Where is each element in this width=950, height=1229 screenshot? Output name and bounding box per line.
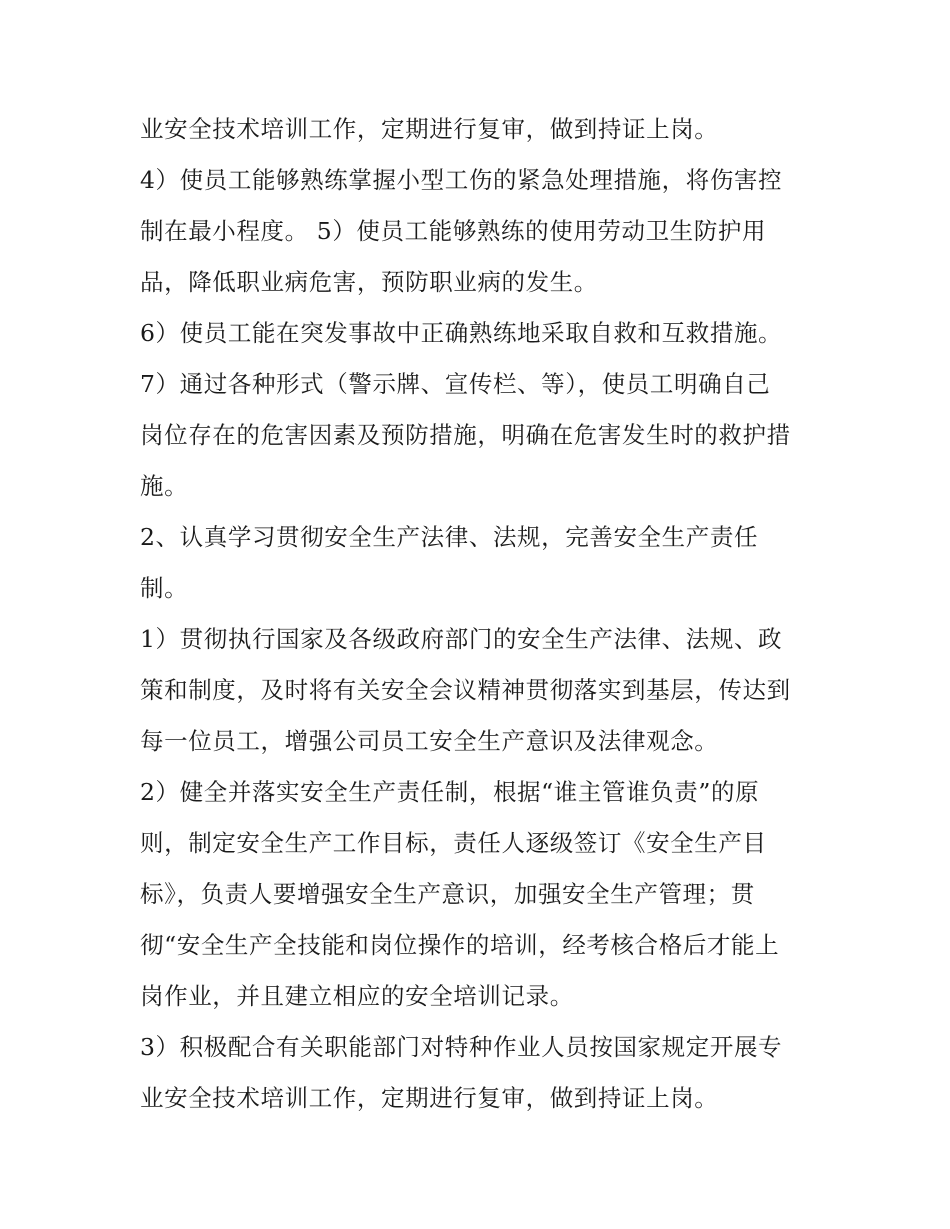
text-line: 2）健全并落实安全生产责任制，根据“谁主管谁负责”的原 — [140, 778, 760, 806]
text-line: 标》，负责人要增强安全生产意识，加强安全生产管理；贯 — [140, 880, 755, 908]
text-line: 制。 — [140, 574, 189, 602]
text-line: 岗作业，并且建立相应的安全培训记录。 — [140, 982, 574, 1010]
text-line: 6）使员工能在突发事故中正确熟练地采取自救和互救措施。 — [140, 319, 783, 347]
text-line: 1）贯彻执行国家及各级政府部门的安全生产法律、法规、政 — [140, 625, 783, 653]
text-line: 业安全技术培训工作，定期进行复审，做到持证上岗。 — [140, 115, 719, 143]
text-line: 2、认真学习贯彻安全生产法律、法规，完善安全生产责任 — [140, 523, 759, 551]
text-line: 彻“安全生产全技能和岗位操作的培训，经考核合格后才能上 — [140, 931, 780, 959]
text-line: 施。 — [140, 472, 189, 500]
document-body — [140, 104, 830, 1124]
text-line: 业安全技术培训工作，定期进行复审，做到持证上岗。 — [140, 1084, 719, 1112]
text-line: 岗位存在的危害因素及预防措施，明确在危害发生时的救护措 — [140, 421, 791, 449]
text-line: 每一位员工，增强公司员工安全生产意识及法律观念。 — [140, 727, 719, 755]
text-line: 则，制定安全生产工作目标，责任人逐级签订《安全生产目 — [140, 829, 767, 857]
text-line: 制在最小程度。 5）使员工能够熟练的使用劳动卫生防护用 — [140, 217, 767, 245]
text-line: 3）积极配合有关职能部门对特种作业人员按国家规定开展专 — [140, 1033, 783, 1061]
text-line: 策和制度，及时将有关安全会议精神贯彻落实到基层，传达到 — [140, 676, 791, 704]
text-line: 7）通过各种形式（警示牌、宣传栏、等），使员工明确自己 — [140, 370, 771, 398]
text-line: 品，降低职业病危害，预防职业病的发生。 — [140, 268, 598, 296]
text-line: 4）使员工能够熟练掌握小型工伤的紧急处理措施，将伤害控 — [140, 166, 783, 194]
